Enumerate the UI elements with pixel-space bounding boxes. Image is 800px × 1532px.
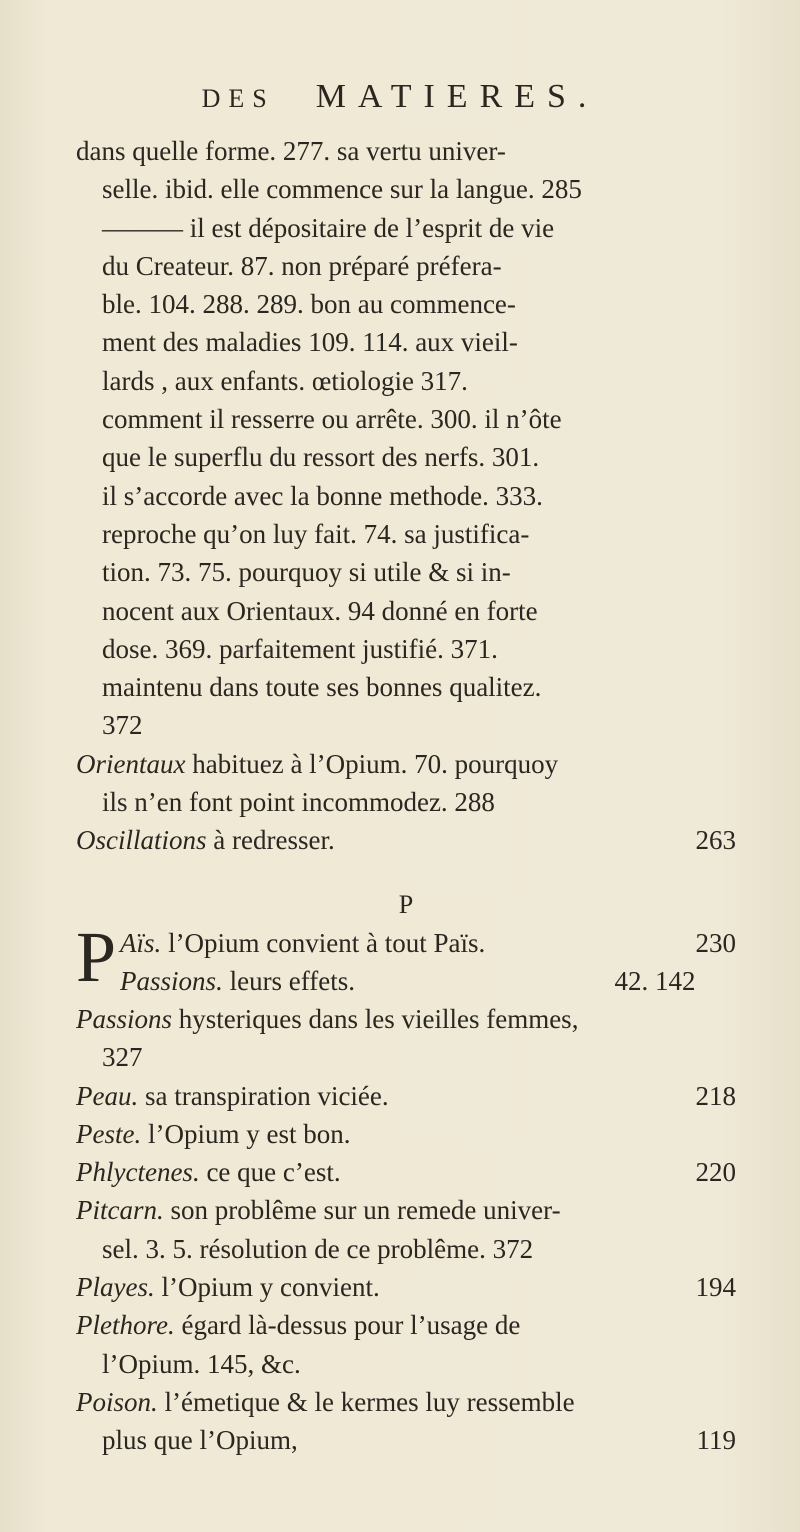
index-entry	[76, 1115, 736, 1153]
entry-page: 119	[696, 1425, 736, 1456]
index-entry	[76, 821, 736, 859]
index-line: que le superflu du ressort des nerfs. 301.	[102, 442, 540, 473]
entry-text: habituez à l’Opium. 70. pourquoy	[185, 748, 559, 779]
entry-head: Phlyctenes.	[76, 1157, 200, 1188]
entry-continuation: l’Opium. 145, &c.	[102, 1348, 301, 1379]
entry-head: Poison.	[76, 1386, 158, 1417]
index-entry	[76, 1306, 736, 1344]
index-entry	[76, 1000, 736, 1038]
entry-head: Plethore.	[76, 1310, 175, 1341]
entry-text: sa transpiration viciée.	[138, 1080, 389, 1111]
index-line: ——— il est dépositaire de l’esprit de vie	[102, 212, 555, 243]
entry-head: Playes.	[76, 1272, 155, 1303]
index-line: maintenu dans toute ses bonnes qualitez.	[102, 672, 542, 703]
entry-head: Aïs.	[120, 927, 162, 958]
entry-text: l’Opium convient à tout Païs.	[161, 927, 486, 958]
entry-head: Pitcarn.	[76, 1195, 164, 1226]
index-text	[76, 132, 736, 1460]
index-entry	[76, 1268, 736, 1306]
entry-text: son problême sur un remede univer-	[163, 1195, 561, 1226]
entry-page: 263	[695, 825, 736, 856]
entry-text: plus que l’Opium,	[102, 1425, 298, 1456]
index-line: ment des maladies 109. 114. aux vieil-	[102, 327, 518, 358]
index-line: ble. 104. 288. 289. bon au commence-	[102, 289, 516, 320]
drop-cap: P	[76, 916, 117, 997]
index-line: il s’accorde avec la bonne methode. 333.	[102, 480, 543, 511]
index-entry	[76, 1153, 736, 1191]
entry-head: Orientaux	[76, 748, 186, 779]
index-line: dose. 369. parfaitement justifié. 371.	[102, 633, 498, 664]
index-line: reproche qu’on luy fait. 74. sa justifica-	[102, 518, 530, 549]
entry-page: 220	[695, 1157, 736, 1188]
index-line: lards , aux enfants. œtiologie 317.	[102, 365, 468, 396]
index-line: selle. ibid. elle commence sur la langue. 285	[102, 174, 582, 205]
entry-head: Peste.	[76, 1118, 142, 1149]
entry-continuation: ils n’en font point incommodez. 288	[102, 787, 495, 818]
index-line: tion. 73. 75. pourquoy si utile & si in-	[102, 557, 511, 588]
entry-page: 218	[695, 1080, 736, 1111]
index-entry	[76, 1077, 736, 1115]
entry-continuation: 327	[102, 1042, 143, 1073]
index-entry	[76, 1383, 736, 1421]
section-letter: P	[398, 889, 414, 919]
entry-text: l’émetique & le kermes luy ressemble	[157, 1386, 575, 1417]
entry-page: 194	[695, 1272, 736, 1303]
header-matieres: MATIERES.	[315, 78, 599, 115]
entry-head: Passions.	[120, 965, 223, 996]
running-header	[0, 78, 800, 116]
entry-continuation	[76, 1421, 736, 1459]
entry-head: Passions	[76, 1003, 173, 1034]
header-des: DES	[201, 84, 275, 113]
entry-page: 42. 142	[614, 965, 696, 996]
entry-text: ce que c’est.	[199, 1157, 341, 1188]
index-line: dans quelle forme. 277. sa vertu univer-	[76, 136, 506, 166]
entry-text: l’Opium y est bon.	[141, 1118, 351, 1149]
index-line: comment il resserre ou arrête. 300. il n’ôte	[102, 404, 562, 435]
entry-head: Peau.	[76, 1080, 139, 1111]
entry-text: hysteriques dans les vieilles femmes,	[172, 1003, 579, 1034]
entry-text: égard là-dessus pour l’usage de	[174, 1310, 521, 1341]
index-entry	[120, 962, 695, 1000]
index-line: nocent aux Orientaux. 94 donné en forte	[102, 595, 538, 626]
index-line: du Createur. 87. non préparé préfera-	[102, 250, 502, 281]
index-line: 372	[102, 710, 143, 741]
index-entry	[76, 1191, 736, 1229]
entry-head: Oscillations	[76, 825, 207, 856]
entry-page: 230	[695, 927, 736, 958]
entry-text: à redresser.	[206, 825, 335, 856]
entry-text: leurs effets.	[222, 965, 356, 996]
entry-continuation: sel. 3. 5. résolution de ce problême. 372	[102, 1233, 534, 1264]
index-entry	[76, 745, 736, 783]
entry-text: l’Opium y convient.	[154, 1272, 380, 1303]
